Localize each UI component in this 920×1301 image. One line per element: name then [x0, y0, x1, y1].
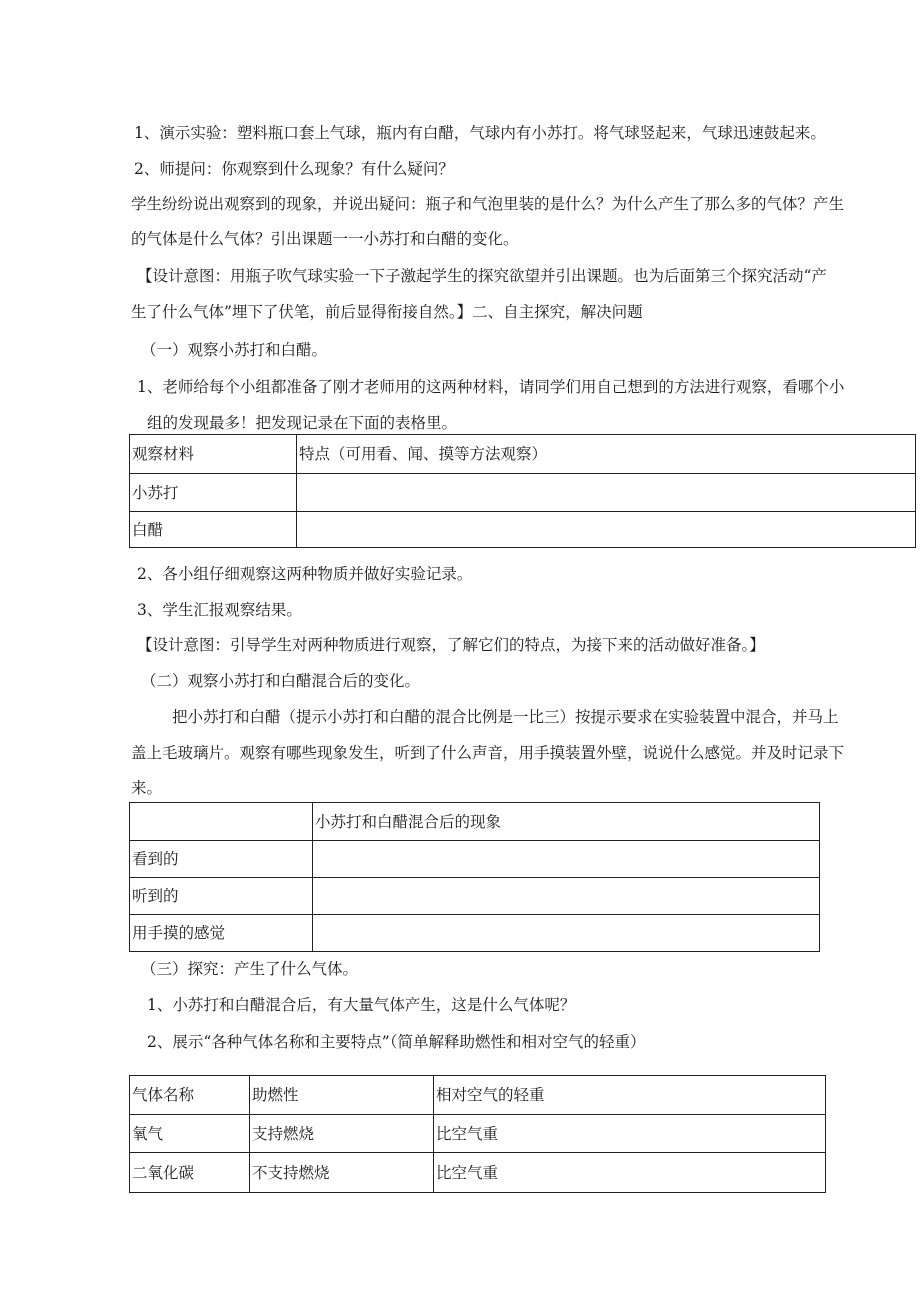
table-cell: 特点（可用看、闻、摸等方法观察）: [297, 435, 916, 474]
table-cell: 小苏打和白醋混合后的现象: [313, 803, 820, 841]
table-cell: 比空气重: [434, 1115, 826, 1153]
table-cell: 气体名称: [130, 1076, 250, 1115]
paragraph-gas-question: 1、小苏打和白醋混合后，有大量气体产生，这是什么气体呢？: [147, 996, 576, 1014]
paragraph-mixing-instructions-line1: 把小苏打和白醋（提示小苏打和白醋的混合比例是一比三）按提示要求在实验装置中混合，并马上: [172, 708, 839, 726]
paragraph-teacher-question: 2、师提问：你观察到什么现象？有什么疑问？: [134, 160, 454, 178]
table-cell: 支持燃烧: [250, 1115, 434, 1153]
paragraph-design-intent-1-line2: 生了什么气体”埋下了伏笔，前后显得衔接自然。】二、自主探究，解决问题: [131, 303, 643, 321]
table-cell: 氧气: [130, 1115, 250, 1153]
table-cell: [313, 841, 820, 878]
table-row: [130, 1076, 826, 1115]
paragraph-materials-line2: 组的发现最多！把发现记录在下面的表格里。: [147, 414, 458, 432]
gas-properties-table: [129, 1075, 826, 1193]
table-cell: 不支持燃烧: [250, 1153, 434, 1193]
section-heading-gas: （三）探究：产生了什么气体。: [141, 960, 359, 978]
table-row: [130, 474, 916, 512]
table-cell: 二氧化碳: [130, 1153, 250, 1193]
paragraph-mixing-instructions-line3: 来。: [131, 779, 163, 797]
table-cell: [313, 878, 820, 915]
section-heading-mixing: （二）观察小苏打和白醋混合后的变化。: [141, 672, 421, 690]
table-row: [130, 878, 820, 915]
table-cell: [297, 474, 916, 512]
table-cell: 比空气重: [434, 1153, 826, 1193]
table-row: [130, 841, 820, 878]
table-row: [130, 1153, 826, 1193]
table-row: [130, 512, 916, 548]
paragraph-design-intent-2: 【设计意图：引导学生对两种物质进行观察，了解它们的特点，为接下来的活动做好准备。】: [137, 636, 765, 654]
mixing-phenomena-table: [129, 802, 820, 952]
paragraph-report-results: 3、学生汇报观察结果。: [137, 601, 302, 619]
table-cell: 小苏打: [130, 474, 297, 512]
table-cell: [297, 512, 916, 548]
table-row: [130, 803, 820, 841]
paragraph-design-intent-1-line1: 【设计意图：用瓶子吹气球实验一下子激起学生的探究欲望并引出课题。也为后面第三个探究活动“产: [137, 267, 827, 285]
table-cell: 看到的: [130, 841, 313, 878]
table-cell: [130, 803, 313, 841]
paragraph-group-record: 2、各小组仔细观察这两种物质并做好实验记录。: [137, 565, 473, 583]
paragraph-student-questions-line1: 学生纷纷说出观察到的现象，并说出疑问：瓶子和气泡里装的是什么？为什么产生了那么多的气体？产生: [131, 195, 845, 213]
observation-table: [129, 434, 916, 548]
table-cell: 助燃性: [250, 1076, 434, 1115]
paragraph-student-questions-line2: 的气体是什么气体？引出课题一一小苏打和白醋的变化。: [131, 230, 519, 248]
table-row: [130, 915, 820, 952]
table-cell: 相对空气的轻重: [434, 1076, 826, 1115]
paragraph-mixing-instructions-line2: 盖上毛玻璃片。观察有哪些现象发生，听到了什么声音，用手摸装置外壁，说说什么感觉。并及时记录下: [131, 744, 845, 762]
table-cell: 用手摸的感觉: [130, 915, 313, 952]
paragraph-demo-experiment: 1、演示实验：塑料瓶口套上气球，瓶内有白醋，气球内有小苏打。将气球竖起来，气球迅速鼓起来。: [134, 124, 826, 142]
paragraph-gas-display: 2、展示“各种气体名称和主要特点”（简单解释助燃性和相对空气的轻重）: [147, 1033, 646, 1051]
table-cell: [313, 915, 820, 952]
table-cell: 听到的: [130, 878, 313, 915]
table-cell: 白醋: [130, 512, 297, 548]
table-row: [130, 1115, 826, 1153]
section-heading-observe: （一）观察小苏打和白醋。: [141, 341, 328, 359]
table-row: [130, 435, 916, 474]
paragraph-materials-line1: 1、老师给每个小组都准备了刚才老师用的这两种材料，请同学们用自己想到的方法进行观察，看哪个小: [137, 378, 845, 396]
table-cell: 观察材料: [130, 435, 297, 474]
